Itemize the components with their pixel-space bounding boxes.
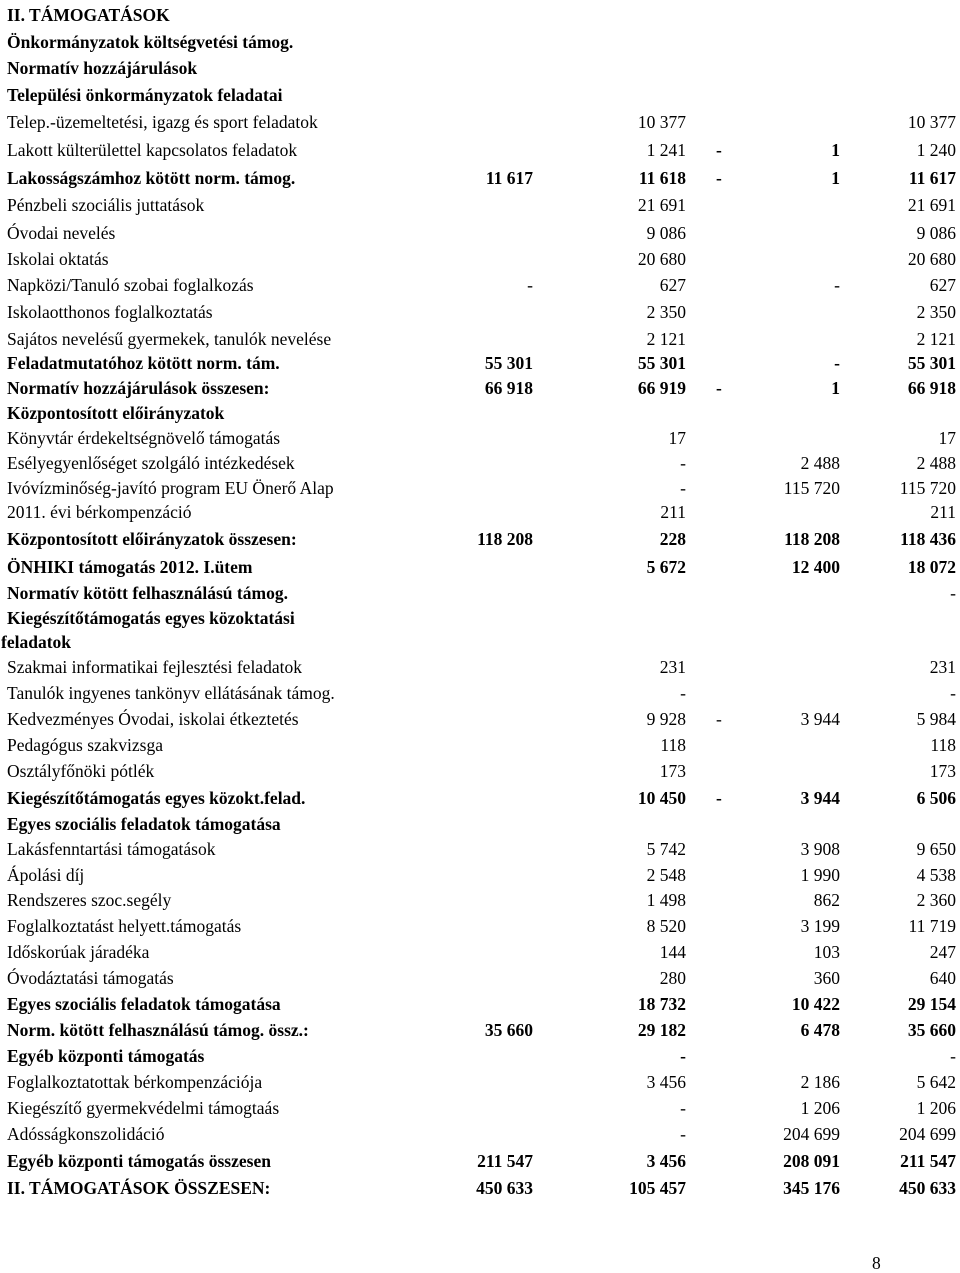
col-4-value: 21 691 [907,195,956,215]
row-label: Egyes szociális feladatok támogatása [7,814,281,834]
row-label: Egyéb központi támogatás összesen [7,1151,271,1171]
col-2-value: 8 520 [646,916,686,936]
table-row [0,475,960,501]
col-2-value: 5 742 [646,839,686,859]
table-row [0,220,960,246]
col-2-value: 9 928 [646,709,686,729]
col-4-value: 29 154 [907,994,956,1014]
row-label: Iskolai oktatás [7,249,109,269]
row-label: Kedvezményes Óvodai, iskolai étkeztetés [7,709,299,729]
col-3-value: 1 [831,378,840,398]
table-row [0,629,960,655]
col-2-value: 228 [659,529,686,549]
col-4-value: 18 072 [907,557,956,577]
col-1-value: 118 208 [477,529,533,549]
col-4-value: - [950,1046,956,1066]
col-2-value: 2 121 [646,329,686,349]
table-row [0,375,960,401]
col-4-value: 11 719 [908,916,956,936]
table-row [0,246,960,272]
row-label: Pénzbeli szociális juttatások [7,195,205,215]
row-label: Óvodai nevelés [7,223,116,243]
col-3-value: 2 186 [800,1072,840,1092]
col-2-value: 66 919 [637,378,686,398]
row-label: Osztályfőnöki pótlék [7,761,155,781]
col-3-value: 2 488 [800,453,840,473]
col-4-value: 5 642 [916,1072,956,1092]
col-3-value: 3 199 [800,916,840,936]
table-row [0,939,960,965]
row-label: Napközi/Tanuló szobai foglalkozás [7,275,254,295]
col-2-value: 55 301 [637,353,686,373]
table-row [0,1043,960,1069]
table-row [0,1095,960,1121]
row-label: Foglalkoztatottak bérkompenzációja [7,1072,263,1092]
table-row [0,811,960,837]
col-3-value: 345 176 [783,1178,840,1198]
col-3-value: - [834,353,840,373]
col-4-value: 211 547 [900,1151,956,1171]
col-2-value: 10 450 [637,788,686,808]
col-2-value: 105 457 [629,1178,686,1198]
col-2-value: 29 182 [637,1020,686,1040]
col-4-value: 1 240 [916,140,956,160]
table-row [0,526,960,552]
page-number: 8 [872,1253,881,1273]
col-3-value: 3 944 [800,709,840,729]
table-row [0,165,960,191]
col-3-value: 1 [831,140,840,160]
col-2-value: 9 086 [646,223,686,243]
table-row [0,450,960,476]
row-label: Kiegészítőtámogatás egyes közoktatási [7,608,295,628]
row-label: Egyéb központi támogatás [7,1046,205,1066]
row-label: Kiegészítő gyermekvédelmi támogtaás [7,1098,280,1118]
col-3-sign: - [716,709,722,729]
row-label: feladatok [1,632,71,652]
col-4-value: 9 650 [916,839,956,859]
col-4-value: 115 720 [899,478,956,498]
table-row [0,499,960,525]
col-3-sign: - [716,168,722,188]
row-label: Központosított előirányzatok [7,403,225,423]
col-2-value: 10 377 [637,112,686,132]
col-3-value: 862 [813,890,840,910]
col-3-value: 204 699 [783,1124,840,1144]
table-row [0,192,960,218]
col-3-sign: - [716,140,722,160]
row-label: Ivóvízminőség-javító program EU Önerő Alap [7,478,334,498]
row-label: ÖNHIKI támogatás 2012. I.ütem [7,557,253,577]
col-3-sign: - [716,788,722,808]
col-2-value: - [680,478,686,498]
col-4-value: 211 [930,502,956,522]
col-2-value: - [680,453,686,473]
table-row [0,680,960,706]
col-2-value: 20 680 [637,249,686,269]
col-4-value: 118 436 [900,529,956,549]
col-3-value: 10 422 [791,994,840,1014]
col-4-value: - [950,683,956,703]
row-label: Lakásfenntartási támogatások [7,839,216,859]
col-3-value: 6 478 [800,1020,840,1040]
col-4-value: 1 206 [916,1098,956,1118]
table-row [0,836,960,862]
table-row [0,55,960,81]
col-3-value: 1 [831,168,840,188]
row-label: Feladatmutatóhoz kötött norm. tám. [7,353,280,373]
table-row [0,350,960,376]
col-4-value: 35 660 [907,1020,956,1040]
col-1-value: 35 660 [484,1020,533,1040]
col-3-value: 3 908 [800,839,840,859]
row-label: Önkormányzatok költségvetési támog. [7,32,294,52]
row-label: Települési önkormányzatok feladatai [7,85,283,105]
table-row [0,758,960,784]
col-2-value: 280 [659,968,686,988]
row-label: Esélyegyenlőséget szolgáló intézkedések [7,453,295,473]
table-row [0,272,960,298]
col-2-value: 5 672 [646,557,686,577]
col-2-value: - [680,683,686,703]
col-3-value: 1 990 [800,865,840,885]
table-row [0,1175,960,1201]
row-label: II. TÁMOGATÁSOK [7,5,170,25]
table-row [0,580,960,606]
col-4-value: 6 506 [916,788,956,808]
col-2-value: 21 691 [637,195,686,215]
col-3-value: 3 944 [800,788,840,808]
row-label: Rendszeres szoc.segély [7,890,172,910]
col-4-value: 627 [929,275,956,295]
col-3-sign: - [716,378,722,398]
table-row [0,862,960,888]
col-4-value: 231 [929,657,956,677]
row-label: Központosított előirányzatok összesen: [7,529,297,549]
col-1-value: 11 617 [485,168,533,188]
col-2-value: 173 [659,761,686,781]
col-3-value: 360 [813,968,840,988]
col-2-value: 627 [659,275,686,295]
col-2-value: 144 [659,942,686,962]
table-row [0,1069,960,1095]
row-label: Iskolaotthonos foglalkoztatás [7,302,213,322]
col-2-value: 1 498 [646,890,686,910]
col-2-value: 18 732 [637,994,686,1014]
col-2-value: 2 548 [646,865,686,885]
table-row [0,1148,960,1174]
col-4-value: 2 121 [916,329,956,349]
col-3-value: 115 720 [783,478,840,498]
col-3-value: 118 208 [784,529,840,549]
col-1-value: - [527,275,533,295]
col-2-value: 3 456 [646,1072,686,1092]
row-label: Foglalkoztatást helyett.támogatás [7,916,242,936]
col-2-value: 2 350 [646,302,686,322]
col-2-value: - [680,1098,686,1118]
col-1-value: 211 547 [477,1151,533,1171]
table-row [0,732,960,758]
col-1-value: 55 301 [484,353,533,373]
table-row [0,1121,960,1147]
row-label: Óvodáztatási támogatás [7,968,174,988]
col-4-value: 2 488 [916,453,956,473]
table-row [0,554,960,580]
row-label: Normatív kötött felhasználású támog. [7,583,288,603]
table-row [0,2,960,28]
col-2-value: 3 456 [646,1151,686,1171]
col-4-value: 11 617 [908,168,956,188]
col-4-value: 450 633 [899,1178,956,1198]
row-label: Adósságkonszolidáció [7,1124,165,1144]
table-row [0,109,960,135]
table-row [0,991,960,1017]
row-label: Norm. kötött felhasználású támog. össz.: [7,1020,309,1040]
row-label: Ápolási díj [7,865,85,885]
col-3-value: 103 [813,942,840,962]
row-label: Egyes szociális feladatok támogatása [7,994,281,1014]
col-2-value: 1 241 [646,140,686,160]
col-1-value: 66 918 [484,378,533,398]
col-4-value: 2 350 [916,302,956,322]
table-row [0,425,960,451]
col-4-value: 9 086 [916,223,956,243]
col-2-value: 118 [660,735,686,755]
col-1-value: 450 633 [476,1178,533,1198]
table-row [0,887,960,913]
row-label: Időskorúak járadéka [7,942,150,962]
col-3-value: - [834,275,840,295]
col-4-value: 5 984 [916,709,956,729]
table-row [0,29,960,55]
row-label: Pedagógus szakvizsga [7,735,164,755]
row-label: II. TÁMOGATÁSOK ÖSSZESEN: [7,1178,271,1198]
row-label: Normatív hozzájárulások összesen: [7,378,270,398]
col-2-value: 231 [659,657,686,677]
table-row [0,1017,960,1043]
table-row [0,965,960,991]
row-label: Könyvtár érdekeltségnövelő támogatás [7,428,281,448]
col-2-value: 17 [668,428,686,448]
col-2-value: 11 618 [638,168,686,188]
row-label: Tanulók ingyenes tankönyv ellátásának támog. [7,683,335,703]
col-4-value: 66 918 [907,378,956,398]
row-label: Kiegészítőtámogatás egyes közokt.felad. [7,788,306,808]
row-label: Lakosságszámhoz kötött norm. támog. [7,168,296,188]
col-4-value: 247 [929,942,956,962]
table-row [0,913,960,939]
col-4-value: 204 699 [899,1124,956,1144]
table-row [0,82,960,108]
col-4-value: 10 377 [907,112,956,132]
row-label: 2011. évi bérkompenzáció [7,502,192,522]
table-row [0,299,960,325]
table-row [0,400,960,426]
row-label: Telep.-üzemeltetési, igazg és sport feladatok [7,112,318,132]
col-4-value: 4 538 [916,865,956,885]
row-label: Szakmai informatikai fejlesztési feladatok [7,657,302,677]
row-label: Lakott külterülettel kapcsolatos feladatok [7,140,298,160]
row-label: Normatív hozzájárulások [7,58,198,78]
col-3-value: 12 400 [791,557,840,577]
col-3-value: 208 091 [783,1151,840,1171]
table-row [0,137,960,163]
col-4-value: - [950,583,956,603]
col-4-value: 640 [929,968,956,988]
col-4-value: 118 [930,735,956,755]
table-row [0,654,960,680]
col-4-value: 17 [938,428,956,448]
col-4-value: 55 301 [907,353,956,373]
col-2-value: 211 [660,502,686,522]
col-4-value: 2 360 [916,890,956,910]
table-row [0,326,960,352]
col-2-value: - [680,1046,686,1066]
table-row [0,605,960,631]
col-2-value: - [680,1124,686,1144]
table-row [0,785,960,811]
row-label: Sajátos nevelésű gyermekek, tanulók nevelése [7,329,332,349]
table-row [0,706,960,732]
col-4-value: 173 [929,761,956,781]
col-3-value: 1 206 [800,1098,840,1118]
col-4-value: 20 680 [907,249,956,269]
